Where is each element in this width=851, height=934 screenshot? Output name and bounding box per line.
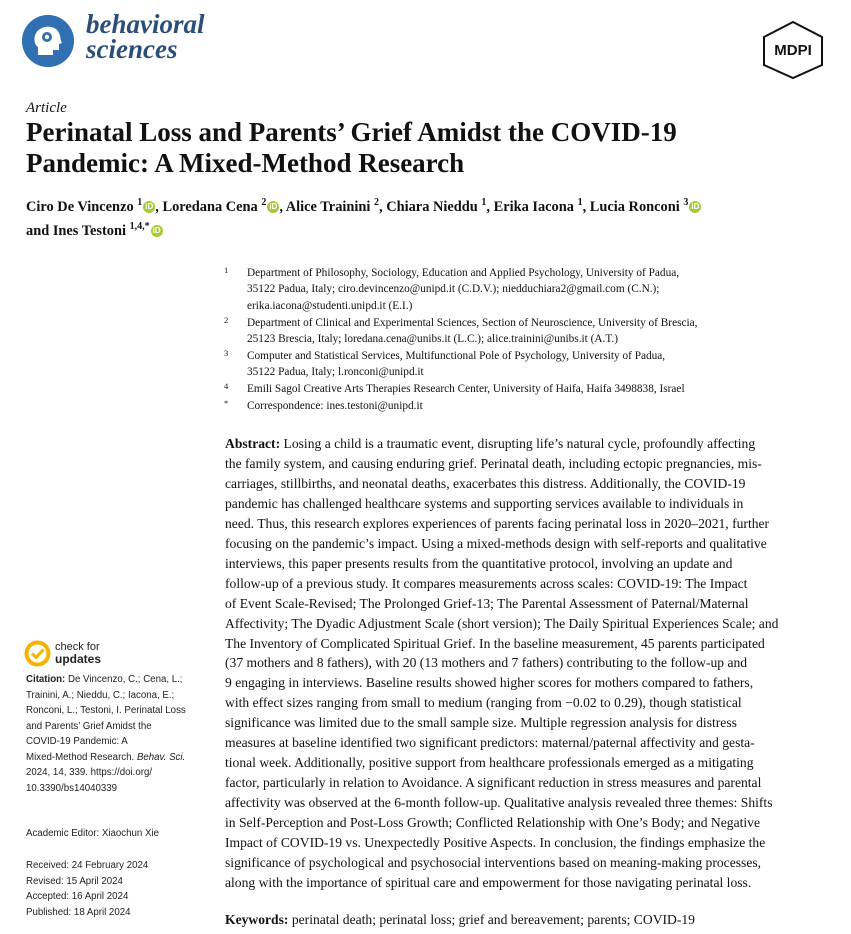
affiliation-number: 1 <box>224 265 229 275</box>
affiliation-line: Computer and Statistical Services, Multifunctional Pole of Psychology, University of Padua, <box>247 350 666 362</box>
citation-line: Trainini, A.; Nieddu, C.; Iacona, E.; <box>26 689 175 701</box>
keywords <box>225 910 826 929</box>
abstract-line: Affectivity; The Dyadic Adjustment Scale (short version); The Daily Spiritual Experiences Scale; and <box>225 615 779 631</box>
affiliation-line: Department of Clinical and Experimental Sciences, Section of Neuroscience, University of Brescia, <box>247 317 698 329</box>
orcid-icon[interactable]: iD <box>269 201 278 211</box>
abstract-line: in Self-Perception and Post-Loss Growth; Conflicted Relationship with One’s Body; and Negative <box>225 815 760 831</box>
article-type: Article <box>26 100 67 116</box>
abstract-line: follow-up of a previous study. It compares measurements across scales: COVID-19: The Impact <box>225 575 748 591</box>
date-revised: Revised: 15 April 2024 <box>26 875 123 887</box>
publisher-name: MDPI <box>774 42 812 59</box>
check-for-updates-line2: updates <box>55 652 102 666</box>
citation-line: and Parents’ Grief Amidst the <box>26 720 152 732</box>
author[interactable]: Ciro De Vincenzo $^1$ iD <box>26 197 154 215</box>
author-conjunction: and <box>26 222 50 239</box>
abstract <box>225 434 826 893</box>
affiliation-line: Department of Philosophy, Sociology, Education and Applied Psychology, University of Padua, <box>247 267 680 279</box>
author[interactable]: Loredana Cena $^2$ iD <box>162 197 278 215</box>
check-for-updates-line1: check for <box>55 641 100 653</box>
abstract-line: along with the importance of spiritual care and empowerment for those navigating perinatal loss. <box>225 874 752 890</box>
affiliation-2 <box>224 315 824 348</box>
affiliation-line: erika.iacona@studenti.unipd.it (E.I.) <box>247 299 413 312</box>
date-published: Published: 18 April 2024 <box>26 906 131 918</box>
mdpi-logo[interactable] <box>760 20 826 80</box>
abstract-line: Abstract: Losing a child is a traumatic event, disrupting life’s natural cycle, profoundly affecting <box>225 436 756 451</box>
author[interactable]: Alice Trainini $^2$ <box>285 197 380 215</box>
citation-block <box>26 672 206 796</box>
affiliation-number: * <box>224 398 229 408</box>
abstract-line: measures at baseline identified two significant predictors: maternal/paternal affectivity and gesta- <box>225 735 755 751</box>
publication-dates <box>26 858 206 920</box>
author[interactable]: Ines Testoni $^{1,4,*}$ iD <box>52 220 161 239</box>
abstract-line: the family system, and causing enduring grief. Perinatal death, including ectopic pregnancies, mis- <box>225 455 762 471</box>
affiliation-line: 35122 Padua, Italy; ciro.devincenzo@unipd.it (C.D.V.); niedduchiara2@gmail.com (C.N.); <box>247 283 660 296</box>
keywords-label: Keywords: <box>225 912 289 927</box>
affiliation-number: 2 <box>224 315 229 325</box>
academic-editor: Academic Editor: Xiaochun Xie <box>26 828 160 839</box>
abstract-line: 9 engaging in interviews. Baseline results showed higher scores for mothers compared to fathers, <box>225 675 754 691</box>
orcid-icon[interactable]: iD <box>145 201 154 211</box>
journal-name-line1: behavioral <box>86 9 205 39</box>
abstract-line: need. Thus, this research explores experiences of parents facing perinatal loss in 2020–2021, further <box>225 515 770 531</box>
citation-line: COVID-19 Pandemic: A <box>26 736 128 747</box>
author[interactable]: Lucia Ronconi $^3$ iD <box>589 197 700 215</box>
abstract-line: The Inventory of Complicated Spiritual Grief. In the baseline measurement, 45 parents participated <box>225 635 765 651</box>
journal-logo-icon <box>22 15 74 67</box>
orcid-icon[interactable]: iD <box>691 201 700 211</box>
affiliation-line: Emili Sagol Creative Arts Therapies Research Center, University of Haifa, Haifa 3498838, Israel <box>247 383 685 395</box>
citation-line: Mixed-Method Research. Behav. Sci. <box>26 751 186 763</box>
abstract-line: interviews, this paper presents results from the quantitative protocol, involving an update and <box>225 555 733 571</box>
check-for-updates[interactable] <box>55 641 101 666</box>
abstract-line: factor, particularly in relation to Avoidance. A significant reduction in stress measures and parental <box>225 775 762 791</box>
abstract-line: significance of psychological and psychosocial interventions based on meaning-making processes, <box>225 855 762 871</box>
affiliation-3 <box>224 348 824 381</box>
citation-journal: Behav. Sci. <box>136 751 186 763</box>
journal-name[interactable] <box>86 9 205 64</box>
affiliation-4 <box>224 381 824 397</box>
abstract-line: significance was limited due to the small sample size. Multiple regression analysis for distress <box>225 715 737 731</box>
abstract-line: with effect sizes ranging from small to medium (ranging from −0.02 to 0.29), though statistical <box>225 695 742 711</box>
affiliation-line: 35122 Padua, Italy; l.ronconi@unipd.it <box>247 366 424 379</box>
date-accepted: Accepted: 16 April 2024 <box>26 891 129 902</box>
affiliation-number: 3 <box>224 348 229 358</box>
abstract-line: (37 mothers and 8 fathers), with 20 (13 mothers and 7 fathers) contributing to the follow-up and <box>225 655 748 671</box>
affiliation-line: Correspondence: ines.testoni@unipd.it <box>247 400 423 412</box>
keywords-text: perinatal death; perinatal loss; grief and bereavement; parents; COVID-19 <box>291 912 695 927</box>
abstract-line: tional week. Additionally, positive support from healthcare professionals emerged as a mitigating <box>225 755 754 771</box>
affiliation-line: 25123 Brescia, Italy; loredana.cena@unibs.it (L.C.); alice.trainini@unibs.it (A.T.) <box>247 333 619 346</box>
abstract-line: focusing on the pandemic’s impact. Using a mixed-methods design with self-reports and qualitative <box>225 535 767 551</box>
abstract-line: affectivity was observed at the 6-month follow-up. Qualitative analysis revealed three themes: Shifts <box>225 795 773 811</box>
citation-line[interactable]: 2024, 14, 339. https://doi.org/ <box>26 767 153 778</box>
title-line: Pandemic: A Mixed-Method Research <box>26 148 465 178</box>
journal-name-line2: sciences <box>86 34 178 64</box>
correspondence <box>224 398 824 414</box>
abstract-label: Abstract: <box>225 436 281 451</box>
author-list: Ciro De Vincenzo $^1$ iD , Loredana Cena $^2$ iD , Alice Trainini $^2$, Chiara Nieddu $^1$, Erika Iacona $^1$, Lucia Ronconi $^3$ iD and Ines Testoni $^{1,4,*}$ iD <box>26 197 700 239</box>
affiliation-number: 4 <box>224 381 229 391</box>
abstract-line: pandemic has challenged healthcare systems and supporting services available to individuals in <box>225 495 744 511</box>
date-received: Received: 24 February 2024 <box>26 860 149 871</box>
abstract-line: of Event Scale-Revised; The Prolonged Grief-13; The Parental Assessment of Paternal/Maternal <box>225 595 749 611</box>
article-title <box>26 117 806 179</box>
affiliation-1 <box>224 265 824 314</box>
author[interactable]: Erika Iacona $^1$ <box>493 197 583 215</box>
citation-line: Ronconi, L.; Testoni, I. Perinatal Loss <box>26 705 186 716</box>
orcid-icon[interactable]: iD <box>152 225 161 235</box>
title-line: Perinatal Loss and Parents’ Grief Amidst the COVID-19 <box>26 117 677 147</box>
citation-doi[interactable]: 10.3390/bs14040339 <box>26 782 118 794</box>
abstract-line: carriages, stillbirths, and neonatal deaths, exacerbates this distress. Additionally, the COVID-19 <box>225 475 746 491</box>
abstract-line: Impact of COVID-19 vs. Unexpectedly Positive Aspects. In conclusion, the findings emphasize the <box>225 835 766 851</box>
check-for-updates-icon[interactable] <box>24 640 51 667</box>
citation-line: Citation: De Vincenzo, C.; Cena, L.; <box>26 674 183 685</box>
author[interactable]: Chiara Nieddu $^1$ <box>386 197 487 215</box>
